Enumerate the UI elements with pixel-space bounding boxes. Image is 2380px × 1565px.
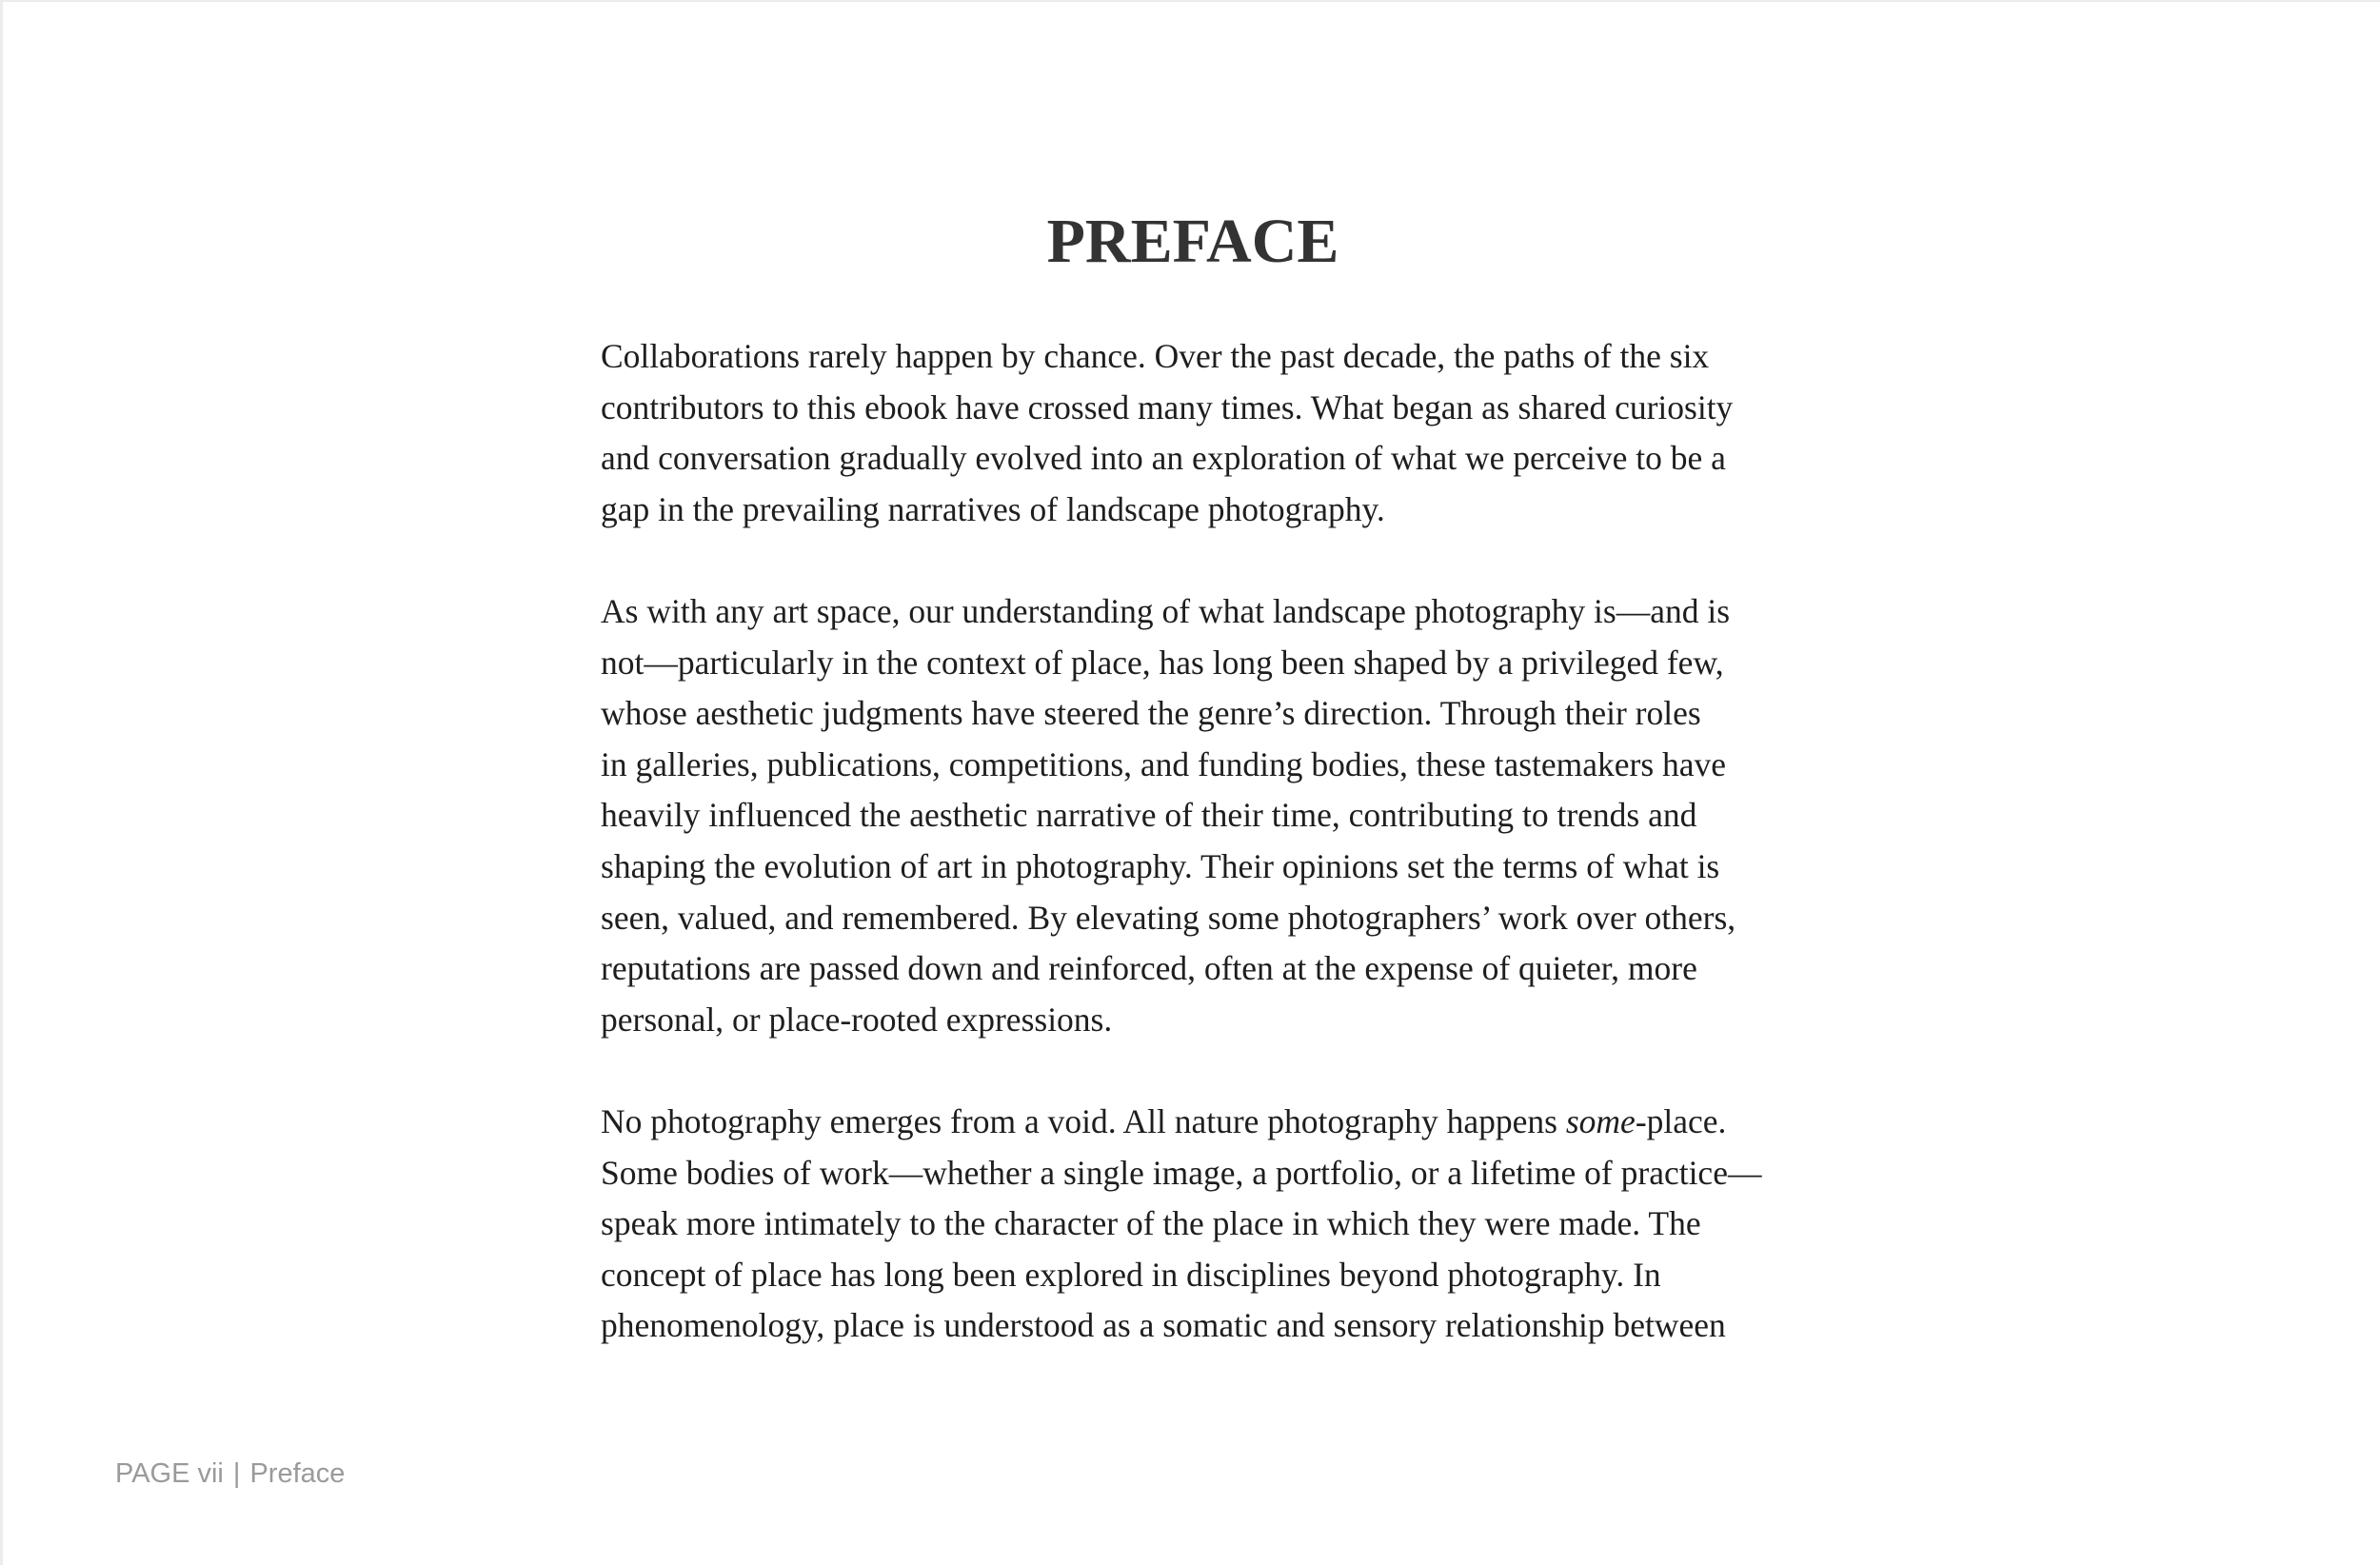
text-line: contributors to this ebook have crossed many times. What began as shared curiosity [601,387,1734,426]
page-footer [115,1456,345,1491]
footer-separator: | [232,1458,241,1489]
text-line: heavily influenced the aesthetic narrative of their time, contributing to trends and [601,796,1697,835]
paragraph-1 [601,331,1800,535]
italic-text: some [1565,1101,1636,1140]
text-line: not—particularly in the context of place, has long been shaped by a privileged few, [601,643,1724,682]
preface-body [601,331,1800,1402]
text-line: seen, valued, and remembered. By elevating some photographers’ work over others, [601,898,1736,937]
text-line: Some bodies of work—whether a single image, a portfolio, or a lifetime of practice— [601,1153,1762,1192]
text-line [601,1097,1800,1148]
paragraph-3 [601,1097,1800,1352]
text-line: gap in the prevailing narratives of landscape photography. [601,489,1385,528]
text-line: personal, or place-rooted expressions. [601,1000,1113,1039]
text-line: and conversation gradually evolved into an exploration of what we perceive to be a [601,439,1726,478]
text-line: in galleries, publications, competitions, and funding bodies, these tastemakers have [601,744,1727,783]
text-line: concept of place has long been explored in disciplines beyond photography. In [601,1255,1661,1294]
text-line: whose aesthetic judgments have steered the genre’s direction. Through their roles [601,694,1701,733]
text-line: As with any art space, our understanding of what landscape photography is—and is [601,591,1731,630]
text-line: Collaborations rarely happen by chance. Over the past decade, the paths of the six [601,337,1710,375]
paragraph-2 [601,586,1800,1045]
page-number-label: PAGE vii [115,1458,224,1489]
section-name: Preface [249,1458,346,1489]
text-line: shaping the evolution of art in photography. Their opinions set the terms of what is [601,846,1720,885]
text-line: reputations are passed down and reinforced, often at the expense of quieter, more [601,949,1697,988]
text-run: -place. [1635,1101,1727,1140]
text-line: speak more intimately to the character of the place in which they were made. The [601,1204,1701,1243]
text-run: No photography emerges from a void. All nature photography happens [601,1101,1566,1140]
page-title: PREFACE [1046,207,1339,276]
text-line: phenomenology, place is understood as a somatic and sensory relationship between [601,1306,1726,1345]
